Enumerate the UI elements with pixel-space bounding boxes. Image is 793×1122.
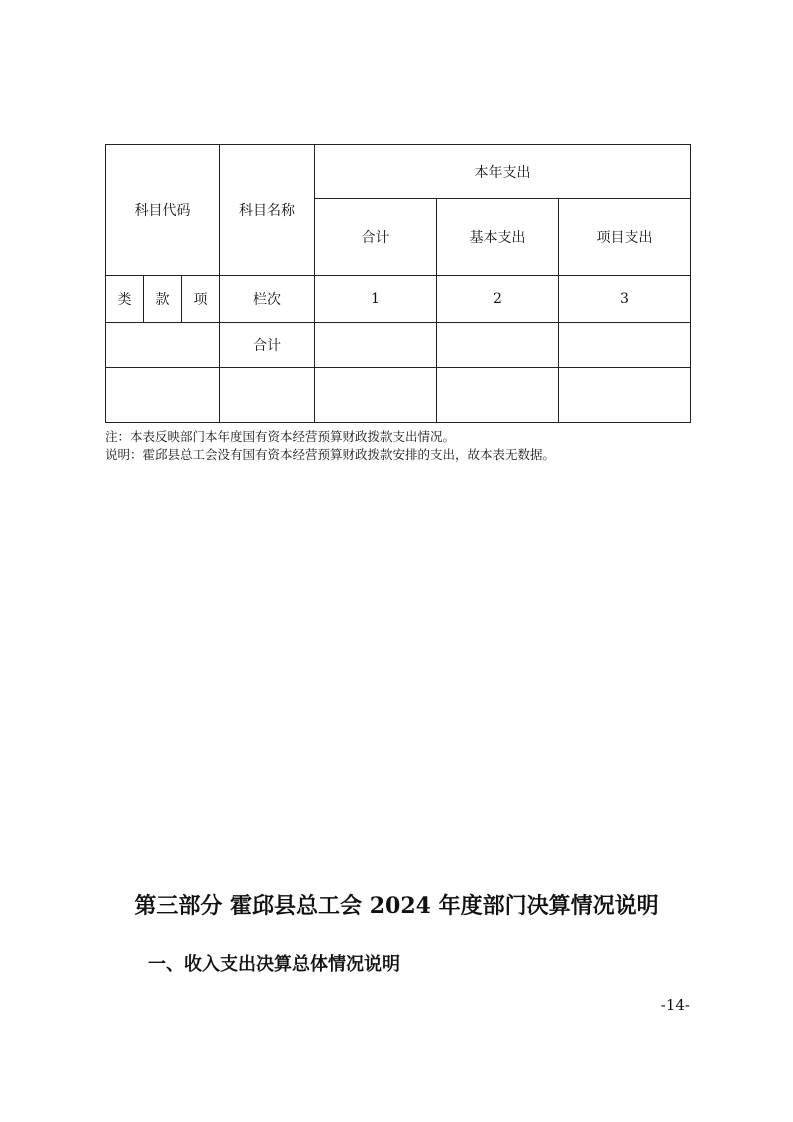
subsection-title: 一、收入支出决算总体情况说明 <box>148 954 400 975</box>
header-basic-expense: 基本支出 <box>437 199 559 276</box>
section-title: 第三部分 霍邱县总工会 2024 年度部门决算情况说明 <box>134 893 659 919</box>
total-sum-cell <box>315 323 437 368</box>
total-code-cell <box>106 323 220 368</box>
cell-category: 类 <box>106 276 144 323</box>
total-project-cell <box>559 323 691 368</box>
header-subject-code: 科目代码 <box>106 145 220 276</box>
note-text: 注：本表反映部门本年度国有资本经营预算财政拨款支出情况。 <box>105 429 456 444</box>
cell-item: 项 <box>182 276 220 323</box>
header-project-expense: 项目支出 <box>559 199 691 276</box>
cell-col-1: 1 <box>315 276 437 323</box>
explanation-text: 说明：霍邱县总工会没有国有资本经营预算财政拨款安排的支出，故本表无数据。 <box>105 447 556 462</box>
cell-col-2: 2 <box>437 276 559 323</box>
table-notes <box>105 428 555 464</box>
empty-project-cell <box>559 368 691 423</box>
header-row-1 <box>106 145 691 199</box>
cell-col-3: 3 <box>559 276 691 323</box>
cell-section: 款 <box>144 276 182 323</box>
empty-row <box>106 368 691 423</box>
column-number-row <box>106 276 691 323</box>
total-basic-cell <box>437 323 559 368</box>
empty-code-cell <box>106 368 220 423</box>
expense-table <box>105 144 691 423</box>
total-row <box>106 323 691 368</box>
cell-column-label: 栏次 <box>220 276 315 323</box>
header-current-year-expense: 本年支出 <box>315 145 691 199</box>
header-total: 合计 <box>315 199 437 276</box>
empty-name-cell <box>220 368 315 423</box>
header-subject-name: 科目名称 <box>220 145 315 276</box>
page-number: -14- <box>660 996 690 1014</box>
empty-sum-cell <box>315 368 437 423</box>
total-label: 合计 <box>220 323 315 368</box>
empty-basic-cell <box>437 368 559 423</box>
